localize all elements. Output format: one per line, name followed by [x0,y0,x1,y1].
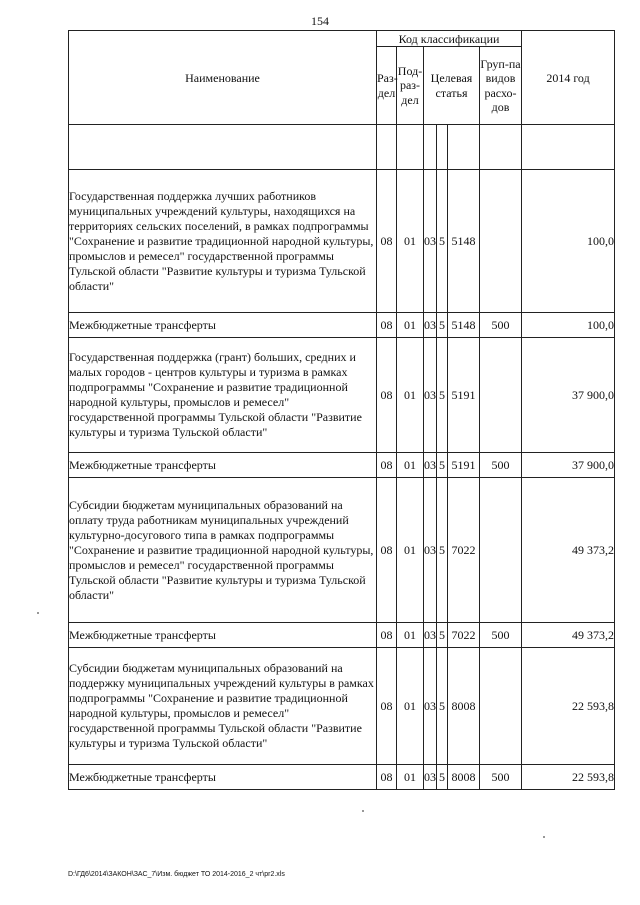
row-expense-group [480,648,522,765]
row-amount: 100,0 [522,170,615,313]
header-subsection: Под-раз-дел [397,47,424,125]
row-article-part2: 5 [437,765,448,790]
row-subsection: 01 [397,478,424,623]
row-subsection: 01 [397,313,424,338]
row-article-part3: 7022 [448,478,480,623]
row-name: Межбюджетные трансферты [69,765,377,790]
row-article-part3: 5148 [448,313,480,338]
row-article-part1: 03 [424,648,437,765]
row-name: Межбюджетные трансферты [69,313,377,338]
row-section: 08 [377,338,397,453]
row-expense-group [480,478,522,623]
row-name: Государственная поддержка лучших работников муниципальных учреждений культуры, находящихся на территориях сельских поселений, в рамках подпрограммы "Сохранение и развитие традиционной народной культуры, промыслов и ремесел" государственной программы Тульской области "Развитие культуры и туризма Тульской области" [69,170,377,313]
row-subsection: 01 [397,453,424,478]
header-year: 2014 год [522,31,615,125]
row-article-part1: 03 [424,765,437,790]
table-row [69,170,615,313]
row-article-part1: 03 [424,478,437,623]
table-row [69,313,615,338]
row-article-part3: 8008 [448,765,480,790]
row-amount: 37 900,0 [522,453,615,478]
row-article-part1: 03 [424,453,437,478]
row-article-part1: 03 [424,313,437,338]
row-subsection: 01 [397,170,424,313]
row-name: Межбюджетные трансферты [69,453,377,478]
row-amount: 100,0 [522,313,615,338]
row-article-part2: 5 [437,623,448,648]
row-subsection: 01 [397,765,424,790]
table-row [69,765,615,790]
row-section: 08 [377,478,397,623]
table-row [69,478,615,623]
row-article-part3: 5148 [448,170,480,313]
row-section: 08 [377,313,397,338]
row-article-part2: 5 [437,478,448,623]
row-section: 08 [377,453,397,478]
row-section: 08 [377,648,397,765]
row-article-part1: 03 [424,623,437,648]
row-article-part3: 5191 [448,453,480,478]
row-expense-group: 500 [480,453,522,478]
row-expense-group: 500 [480,313,522,338]
footer-file-path: D:\ГД6\2014\ЗАКОН\ЗАС_7\Изм. бюджет ТО 2014-2016_2 чт\pr2.xls [68,871,285,878]
scan-speck [543,836,545,838]
row-amount: 22 593,8 [522,765,615,790]
scan-speck [37,612,39,614]
row-amount: 49 373,2 [522,478,615,623]
table-row [69,623,615,648]
row-article-part1: 03 [424,170,437,313]
row-expense-group: 500 [480,623,522,648]
header-expense-group: Груп-па видов расхо-дов [480,47,522,125]
page-number: 154 [311,14,329,28]
row-name: Субсидии бюджетам муниципальных образований на оплату труда работникам муниципальных учреждений культурно-досугового типа в рамках подпрограммы "Сохранение и развитие традиционной народной культуры, промыслов и ремесел" государственной программы Тульской области "Развитие культуры и туризма Тульской области" [69,478,377,623]
row-article-part2: 5 [437,170,448,313]
row-article-part2: 5 [437,453,448,478]
row-name: Межбюджетные трансферты [69,623,377,648]
row-name: Субсидии бюджетам муниципальных образований на поддержку муниципальных учреждений культуры в рамках подпрограммы "Сохранение и развитие традиционной народной культуры, промыслов и ремесел" государственной программы Тульской области "Развитие культуры и туризма Тульской области" [69,648,377,765]
table-body [69,125,615,790]
row-name: Государственная поддержка (грант) больших, средних и малых городов - центров культуры и туризма в рамках подпрограммы "Сохранение и развитие традиционной народной культуры, промыслов и ремесел" государственной программы Тульской области "Развитие культуры и туризма Тульской области" [69,338,377,453]
row-article-part2: 5 [437,648,448,765]
spacer-row [69,125,615,170]
row-article-part3: 8008 [448,648,480,765]
row-amount: 37 900,0 [522,338,615,453]
row-subsection: 01 [397,338,424,453]
row-section: 08 [377,170,397,313]
header-section: Раз-дел [377,47,397,125]
row-subsection: 01 [397,623,424,648]
scan-speck [362,810,364,812]
header-classification-code: Код классификации [377,31,522,47]
table-row [69,338,615,453]
row-subsection: 01 [397,648,424,765]
row-article-part2: 5 [437,313,448,338]
row-article-part1: 03 [424,338,437,453]
header-name: Наименование [69,31,377,125]
row-amount: 49 373,2 [522,623,615,648]
header-target-article: Целевая статья [424,47,480,125]
row-section: 08 [377,765,397,790]
table-row [69,648,615,765]
row-expense-group [480,170,522,313]
row-article-part3: 5191 [448,338,480,453]
row-section: 08 [377,623,397,648]
row-expense-group [480,338,522,453]
budget-table [68,30,615,790]
table-row [69,453,615,478]
row-amount: 22 593,8 [522,648,615,765]
row-expense-group: 500 [480,765,522,790]
row-article-part2: 5 [437,338,448,453]
row-article-part3: 7022 [448,623,480,648]
